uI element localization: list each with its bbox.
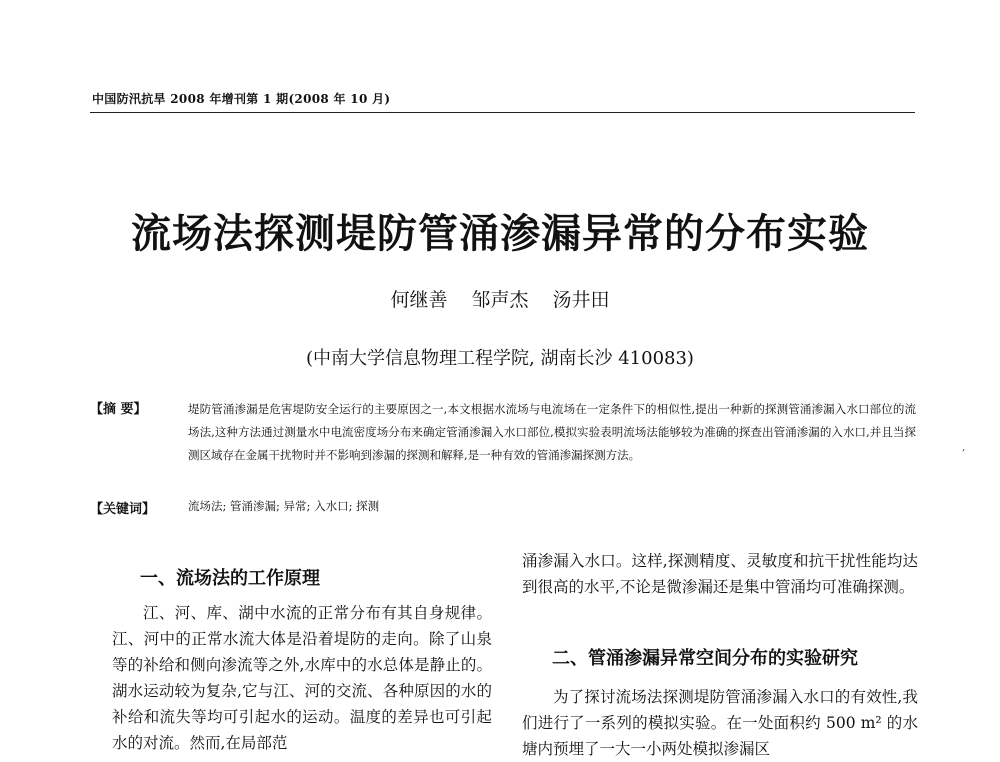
section-2-heading: 二、管涌渗漏异常空间分布的实验研究 bbox=[552, 648, 858, 669]
abstract-label: 【摘 要】 bbox=[90, 402, 147, 417]
right-column-lower bbox=[522, 684, 918, 762]
affiliation: (中南大学信息物理工程学院, 湖南长沙 410083) bbox=[306, 348, 694, 369]
right-column bbox=[522, 548, 918, 600]
keywords-label: 【关键词】 bbox=[90, 502, 156, 517]
section-1-paragraph: 江、河、库、湖中水流的正常分布有其自身规律。江、河中的正常水流大体是沿着堤防的走向。除了山泉等的补给和侧向渗流等之外,水库中的水总体是静止的。湖水运动较为复杂,它与江、河的交流、各种原因的水的补给和流失等均可引起水的运动。温度的差异也可引起水的对流。然而,在局部范 bbox=[112, 604, 492, 752]
abstract-text: 堤防管涌渗漏是危害堤防安全运行的主要原因之一,本文根据水流场与电流场在一定条件下的相似性,提出一种新的探测管涌渗漏入水口部位的流场法,这种方法通过测量水中电流密度场分布来确定管涌渗漏入水口部位,模拟实验表明流场法能够较为准确的探查出管涌渗漏的入水口,并且当探测区域存在金属干扰物时并不影响到渗漏的探测和解释,是一种有效的管涌渗漏探测方法。 bbox=[188, 402, 916, 462]
header-rule bbox=[90, 112, 915, 113]
continuation-paragraph: 涌渗漏入水口。这样,探测精度、灵敏度和抗干扰性能均达到很高的水平,不论是微渗漏还是集中管涌均可准确探测。 bbox=[522, 552, 918, 596]
left-column bbox=[112, 600, 492, 756]
authors: 何继善 邹声杰 汤井田 bbox=[390, 289, 610, 311]
journal-header: 中国防汛抗旱 2008 年增刊第 1 期(2008 年 10 月) bbox=[92, 92, 391, 106]
section-1-heading: 一、流场法的工作原理 bbox=[140, 568, 320, 589]
section-2-paragraph: 为了探讨流场法探测堤防管涌渗漏入水口的有效性,我们进行了一系列的模拟实验。在一处面积约 500 m² 的水塘内预埋了一大一小两处模拟渗漏区 bbox=[522, 688, 918, 758]
keywords-text: 流场法; 管涌渗漏; 异常; 入水口; 探测 bbox=[188, 499, 380, 513]
paper-title: 流场法探测堤防管涌渗漏异常的分布实验 bbox=[131, 210, 869, 257]
margin-mark: , bbox=[962, 442, 966, 453]
